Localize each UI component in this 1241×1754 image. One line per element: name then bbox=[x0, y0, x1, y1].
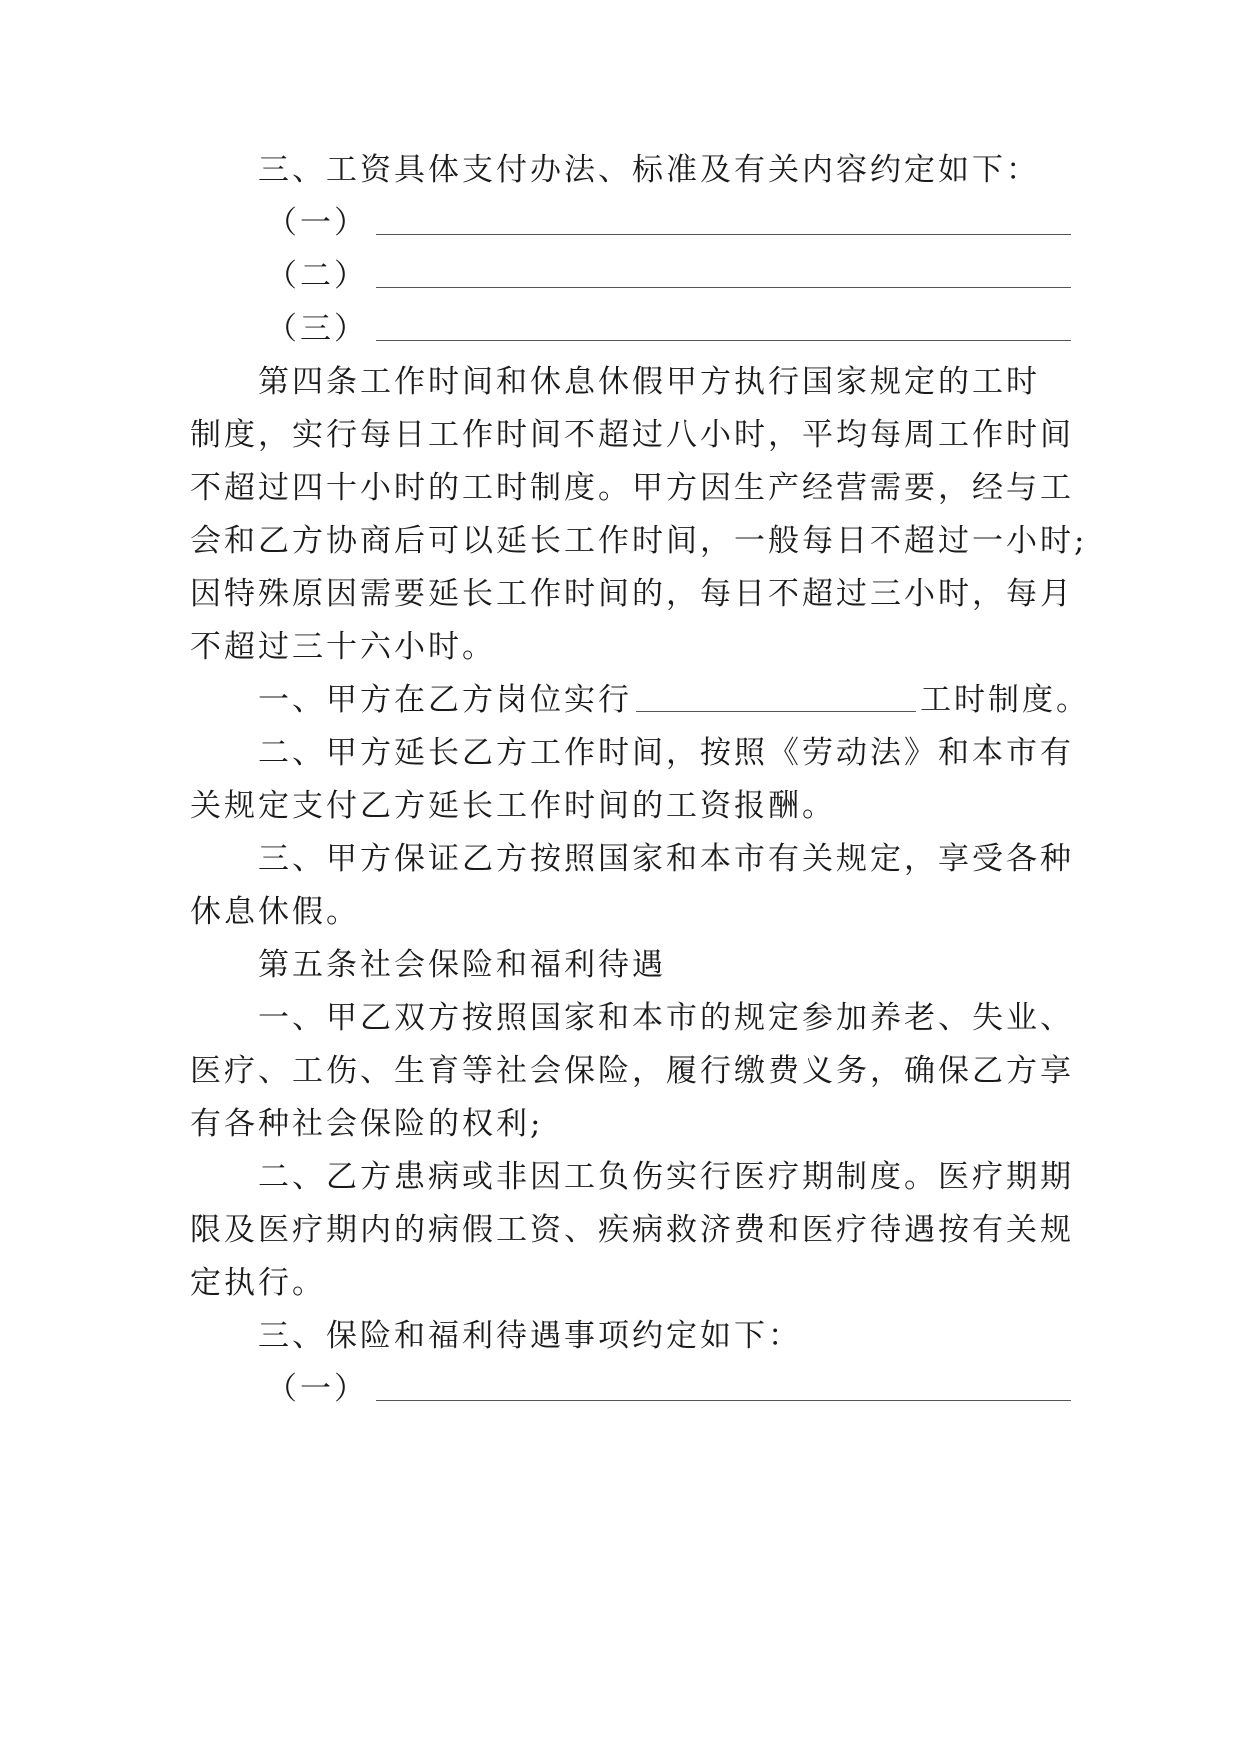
wage-term-item-3-label: （三） bbox=[266, 311, 368, 347]
article5-clause-2-line-2: 限及医疗期内的病假工资、疾病救济费和医疗待遇按有关规 bbox=[190, 1212, 1074, 1248]
article5-clause-3-heading: 三、保险和福利待遇事项约定如下： bbox=[258, 1318, 802, 1354]
article5-clause-2-line-3: 定执行。 bbox=[190, 1265, 326, 1301]
article4-line-6: 不超过三十六小时。 bbox=[190, 629, 496, 665]
article5-title: 第五条社会保险和福利待遇 bbox=[258, 947, 666, 983]
benefit-item-1 bbox=[266, 1369, 1146, 1409]
article4-clause-3-line-2: 休息休假。 bbox=[190, 894, 360, 930]
wage-term-item-2 bbox=[266, 256, 1146, 296]
article5-clause-2-line-1: 二、乙方患病或非因工负伤实行医疗期制度。医疗期期 bbox=[258, 1159, 1074, 1195]
wage-term-item-3 bbox=[266, 309, 1146, 349]
wage-term-item-1-blank[interactable] bbox=[376, 203, 1071, 235]
wage-term-item-1 bbox=[266, 203, 1146, 243]
article4-line-4: 会和乙方协商后可以延长工作时间，一般每日不超过一小时; bbox=[190, 523, 1088, 559]
article5-clause-1-line-3: 有各种社会保险的权利; bbox=[190, 1106, 544, 1142]
work-hours-system-blank[interactable] bbox=[636, 680, 916, 712]
article4-clause-3-line-1: 三、甲方保证乙方按照国家和本市有关规定，享受各种 bbox=[258, 841, 1074, 877]
article4-line-5: 因特殊原因需要延长工作时间的，每日不超过三小时，每月 bbox=[190, 576, 1074, 612]
article4-line-3: 不超过四十小时的工时制度。甲方因生产经营需要，经与工 bbox=[190, 470, 1074, 506]
article4-clause-1-suffix: 工时制度。 bbox=[920, 682, 1090, 718]
article5-clause-1-line-1: 一、甲乙双方按照国家和本市的规定参加养老、失业、 bbox=[258, 1000, 1074, 1036]
benefit-item-1-blank[interactable] bbox=[376, 1369, 1071, 1401]
wage-term-item-2-label: （二） bbox=[266, 258, 368, 294]
article5-clause-1-line-2: 医疗、工伤、生育等社会保险，履行缴费义务，确保乙方享 bbox=[190, 1053, 1074, 1089]
article4-clause-2-line-2: 关规定支付乙方延长工作时间的工资报酬。 bbox=[190, 788, 836, 824]
article4-clause-1 bbox=[258, 680, 1138, 720]
article4-line-1: 第四条工作时间和休息休假甲方执行国家规定的工时 bbox=[258, 364, 1040, 400]
wage-term-item-2-blank[interactable] bbox=[376, 256, 1071, 288]
wage-term-item-3-blank[interactable] bbox=[376, 309, 1071, 341]
article4-line-2: 制度，实行每日工作时间不超过八小时，平均每周工作时间 bbox=[190, 417, 1074, 453]
article4-clause-1-prefix: 一、甲方在乙方岗位实行 bbox=[258, 682, 632, 718]
wage-term-item-1-label: （一） bbox=[266, 205, 368, 241]
benefit-item-1-label: （一） bbox=[266, 1371, 368, 1407]
article4-clause-2-line-1: 二、甲方延长乙方工作时间，按照《劳动法》和本市有 bbox=[258, 735, 1074, 771]
wage-terms-heading: 三、工资具体支付办法、标准及有关内容约定如下： bbox=[258, 152, 1040, 188]
